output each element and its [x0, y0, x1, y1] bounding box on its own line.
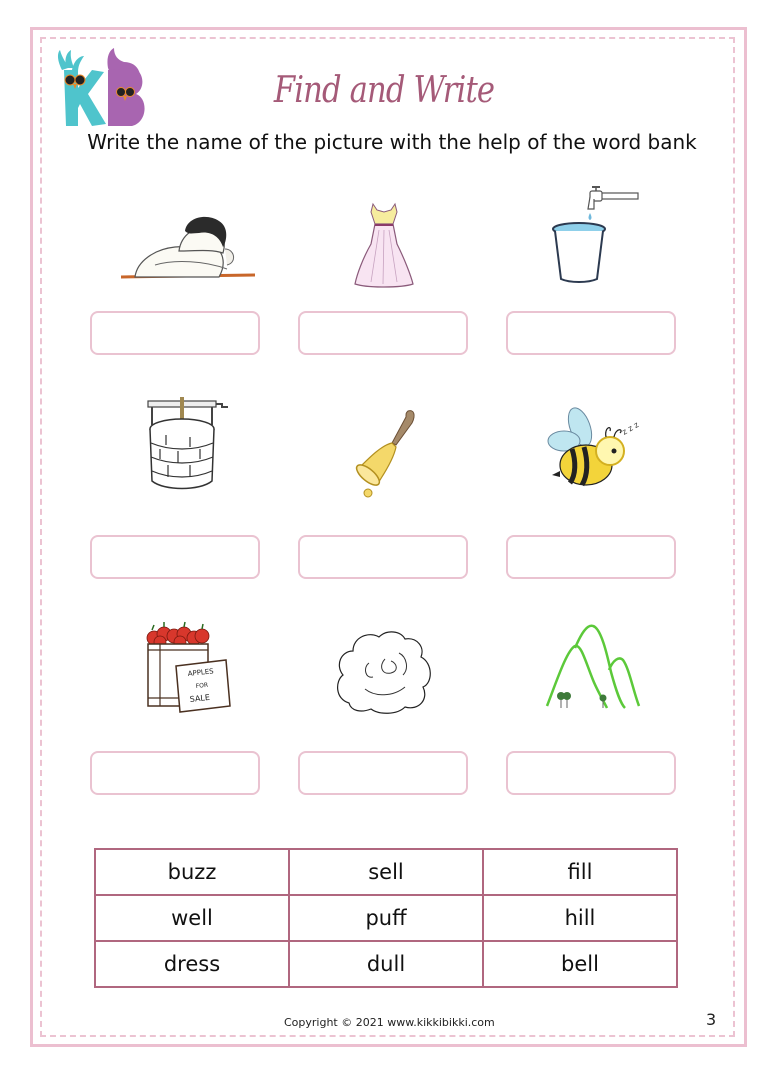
answer-box-5[interactable] — [298, 535, 468, 579]
answer-box-6[interactable] — [506, 535, 676, 579]
picture-bucket-tap — [506, 180, 678, 290]
svg-text:SALE: SALE — [189, 692, 211, 704]
picture-sleeping-boy — [104, 190, 276, 300]
picture-bell — [298, 400, 470, 510]
bell-icon — [334, 405, 434, 505]
picture-puff-cloud — [298, 615, 470, 725]
picture-dress — [298, 190, 470, 300]
word-bank-row — [95, 895, 677, 941]
word-bank-cell: bell — [483, 941, 677, 987]
bee-icon — [532, 405, 652, 495]
well-icon — [130, 395, 250, 495]
apple-crate-icon — [140, 620, 240, 720]
puff-cloud-icon — [329, 623, 439, 718]
word-bank-row — [95, 849, 677, 895]
svg-text:APPLES: APPLES — [187, 667, 215, 678]
worksheet-title: Find and Write — [273, 70, 495, 111]
picture-hill — [506, 612, 678, 722]
svg-text:z z z: z z z — [620, 420, 641, 437]
word-bank-cell: sell — [289, 849, 483, 895]
word-bank-cell: buzz — [95, 849, 289, 895]
hill-icon — [537, 620, 647, 715]
answer-box-8[interactable] — [298, 751, 468, 795]
word-bank-cell: dull — [289, 941, 483, 987]
sleeping-boy-icon — [115, 205, 265, 285]
answer-box-2[interactable] — [298, 311, 468, 355]
word-bank-row — [95, 941, 677, 987]
worksheet-instruction: Write the name of the picture with the help of the word bank — [87, 130, 697, 154]
copyright-footer: Copyright © 2021 www.kikkibikki.com — [284, 1016, 495, 1029]
word-bank-table — [94, 848, 678, 988]
word-bank-cell: dress — [95, 941, 289, 987]
word-bank-cell: puff — [289, 895, 483, 941]
svg-text:FOR: FOR — [195, 681, 209, 690]
answer-box-4[interactable] — [90, 535, 260, 579]
bucket-tap-icon — [542, 185, 642, 285]
page-number: 3 — [706, 1010, 717, 1029]
answer-box-3[interactable] — [506, 311, 676, 355]
answer-box-1[interactable] — [90, 311, 260, 355]
answer-box-9[interactable] — [506, 751, 676, 795]
picture-bee — [506, 395, 678, 505]
word-bank-cell: fill — [483, 849, 677, 895]
word-bank-cell: hill — [483, 895, 677, 941]
picture-apple-crate — [104, 615, 276, 725]
picture-well — [104, 390, 276, 500]
answer-box-7[interactable] — [90, 751, 260, 795]
word-bank-cell: well — [95, 895, 289, 941]
dress-icon — [349, 200, 419, 290]
